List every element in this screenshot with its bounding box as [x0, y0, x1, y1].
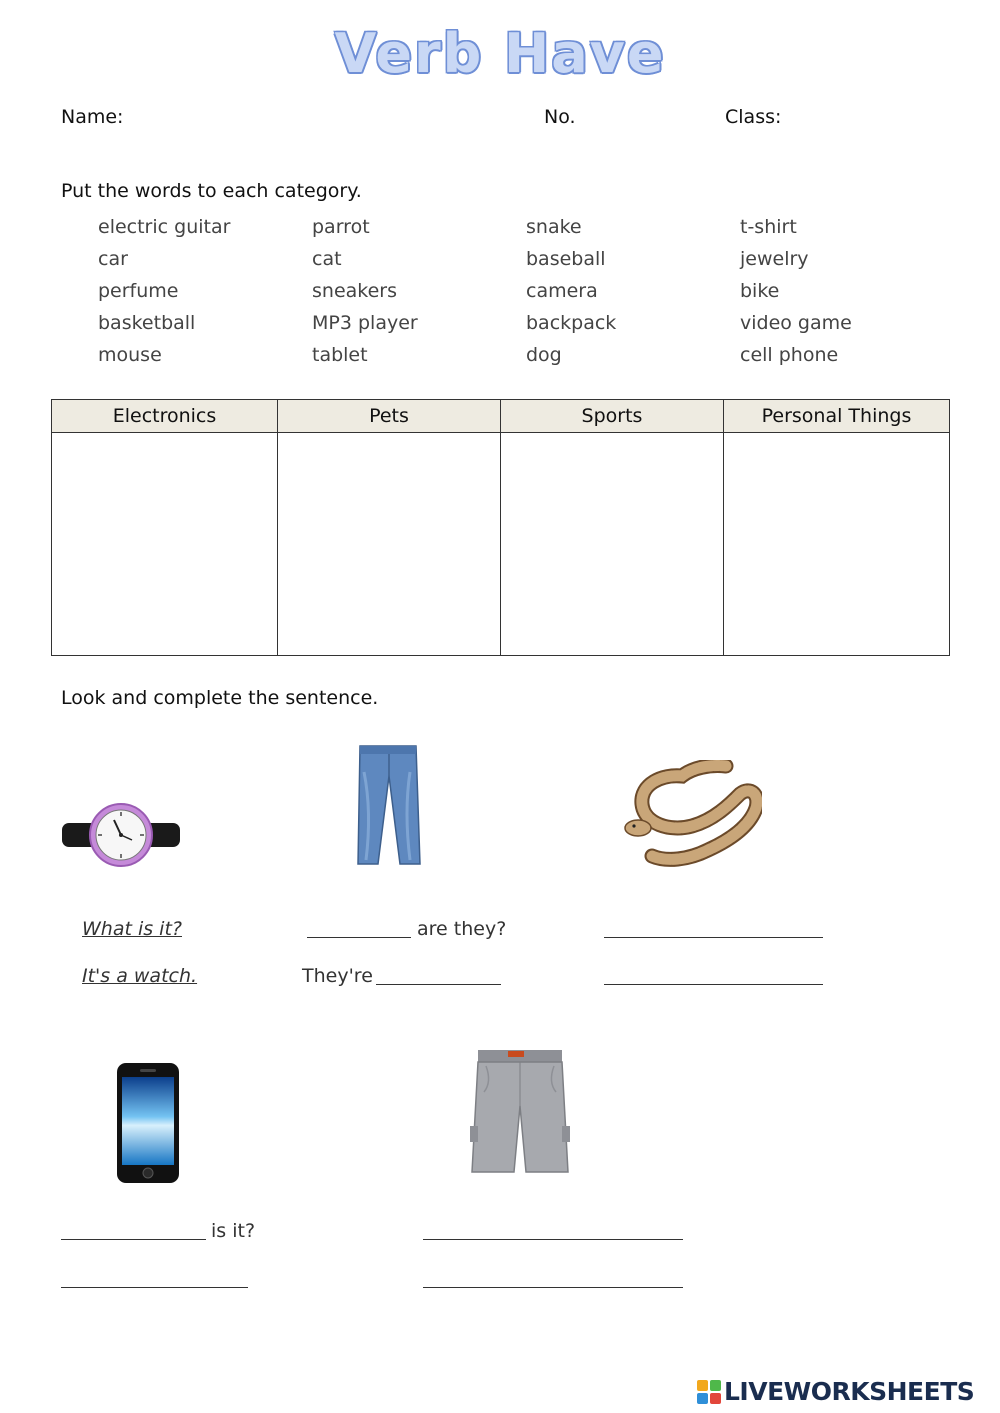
- category-header-personal-things: Personal Things: [724, 400, 950, 433]
- phone-question-text: is it?: [211, 1220, 256, 1242]
- example-question: What is it?: [82, 918, 182, 940]
- logo-mark-icon: [697, 1380, 721, 1404]
- snake-question-blank[interactable]: [604, 937, 823, 938]
- word-bank-item: camera: [526, 280, 598, 302]
- word-bank-item: cell phone: [740, 344, 839, 366]
- jeans-question-text: are they?: [417, 918, 507, 940]
- cell-phone-icon: [116, 1062, 180, 1184]
- word-bank-item: cat: [312, 248, 342, 270]
- jeans-answer-blank[interactable]: [376, 984, 501, 985]
- jeans-icon: [354, 742, 422, 868]
- electronics-answer-cell[interactable]: [52, 433, 278, 656]
- word-bank-item: t-shirt: [740, 216, 797, 238]
- watch-icon: [60, 800, 182, 870]
- shorts-answer-blank[interactable]: [423, 1287, 683, 1288]
- shorts-icon: [470, 1048, 570, 1176]
- word-bank-item: basketball: [98, 312, 196, 334]
- word-bank-item: dog: [526, 344, 562, 366]
- word-bank-item: parrot: [312, 216, 370, 238]
- category-header-pets: Pets: [278, 400, 501, 433]
- word-bank-item: jewelry: [740, 248, 809, 270]
- brand-name: LIVEWORKSHEETS: [724, 1377, 975, 1406]
- category-header-electronics: Electronics: [52, 400, 278, 433]
- liveworksheets-logo: [697, 1377, 974, 1406]
- snake-answer-blank[interactable]: [604, 984, 823, 985]
- word-bank-item: snake: [526, 216, 582, 238]
- word-bank-item: mouse: [98, 344, 162, 366]
- word-bank-item: bike: [740, 280, 780, 302]
- category-header-sports: Sports: [501, 400, 724, 433]
- word-bank-item: car: [98, 248, 128, 270]
- shorts-question-blank[interactable]: [423, 1239, 683, 1240]
- example-answer: It's a watch.: [82, 965, 198, 987]
- word-bank-item: MP3 player: [312, 312, 418, 334]
- pets-answer-cell[interactable]: [278, 433, 501, 656]
- word-bank-item: sneakers: [312, 280, 397, 302]
- word-bank-item: backpack: [526, 312, 617, 334]
- personal-things-answer-cell[interactable]: [724, 433, 950, 656]
- word-bank-item: baseball: [526, 248, 606, 270]
- phone-answer-blank[interactable]: [61, 1287, 248, 1288]
- class-label: Class:: [725, 106, 782, 128]
- category-instruction: Put the words to each category.: [61, 180, 362, 202]
- category-table: [51, 399, 950, 656]
- name-label: Name:: [61, 106, 124, 128]
- phone-question-blank[interactable]: [61, 1239, 206, 1240]
- number-label: No.: [544, 106, 576, 128]
- jeans-answer-text: They're: [302, 965, 373, 987]
- word-bank-item: video game: [740, 312, 852, 334]
- sentence-instruction: Look and complete the sentence.: [61, 687, 379, 709]
- word-bank-item: perfume: [98, 280, 179, 302]
- snake-icon: [622, 760, 762, 870]
- word-bank-item: tablet: [312, 344, 368, 366]
- word-bank-item: electric guitar: [98, 216, 231, 238]
- worksheet-title: Verb Have: [334, 22, 666, 85]
- sports-answer-cell[interactable]: [501, 433, 724, 656]
- jeans-question-blank[interactable]: [307, 937, 411, 938]
